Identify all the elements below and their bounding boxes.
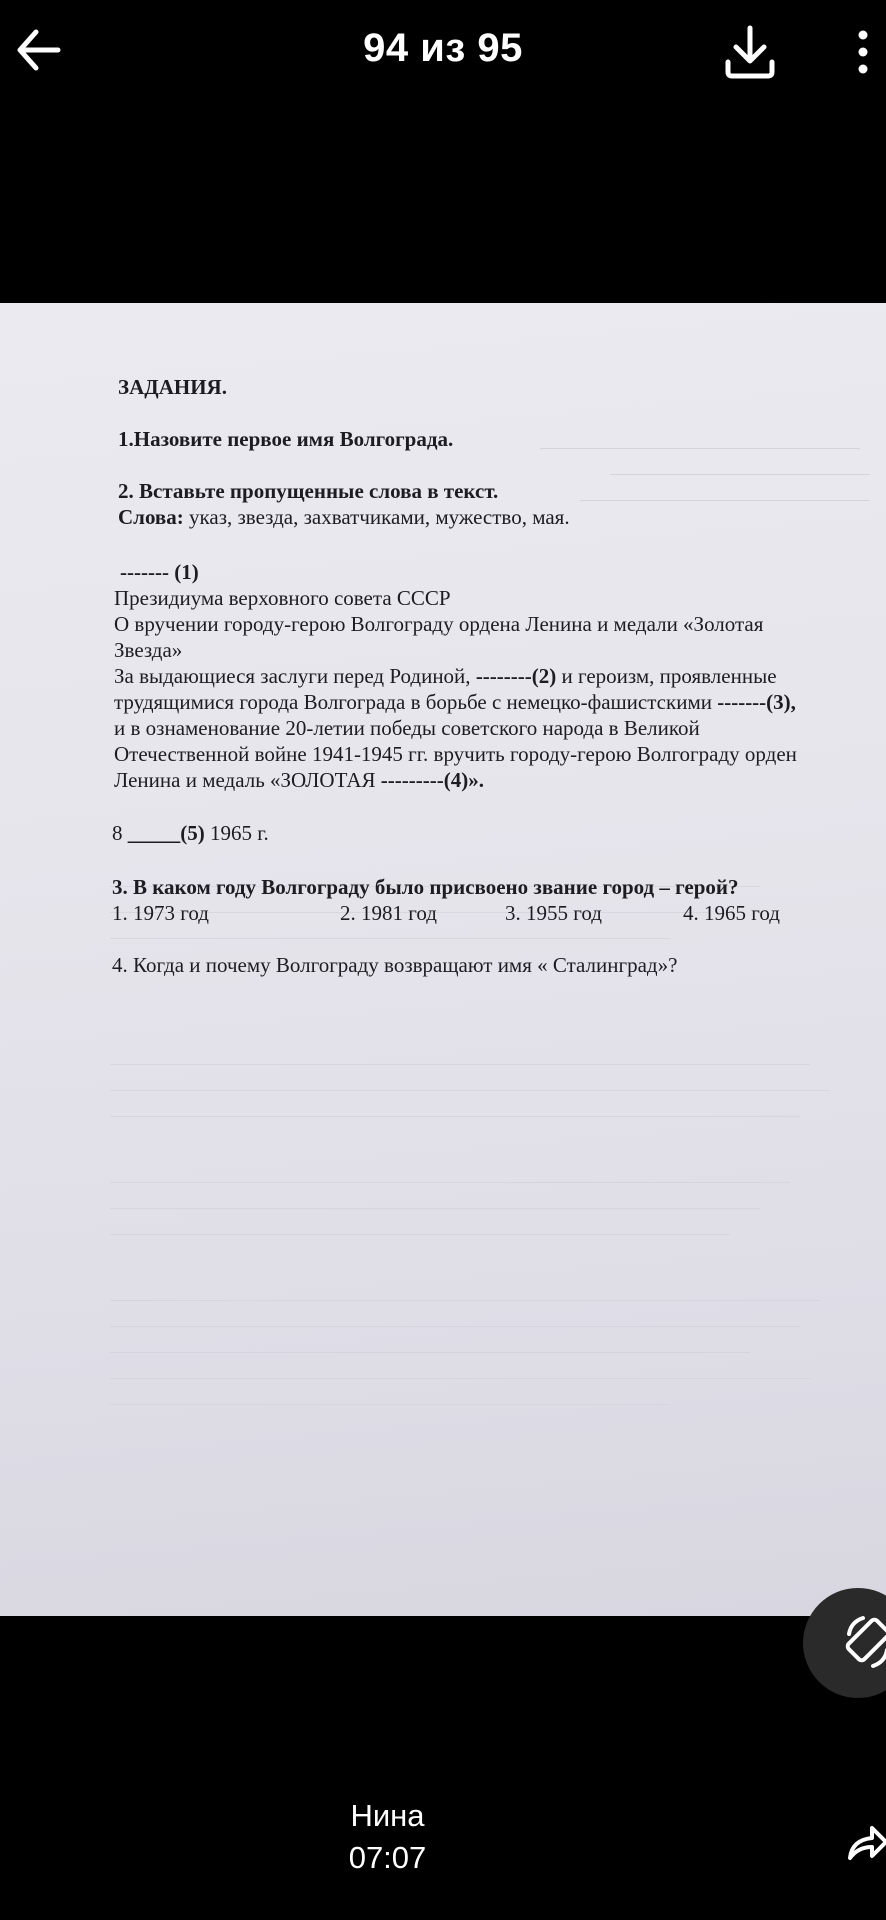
text-line-8	[114, 768, 484, 793]
sender-name: Нина	[350, 1798, 425, 1833]
gap-3: -------(3),	[717, 690, 796, 714]
image-counter: 94 из 95	[363, 26, 523, 70]
gap-4: ---------(4)».	[380, 768, 484, 792]
text-line-4-end: и героизм, проявленные	[556, 664, 777, 688]
download-button[interactable]	[718, 16, 782, 86]
text-line-8-start: Ленина и медаль «ЗОЛОТАЯ	[114, 768, 381, 792]
more-vertical-icon	[848, 20, 878, 84]
download-icon	[718, 16, 782, 86]
question-2-title: 2. Вставьте пропущенные слова в текст.	[118, 479, 499, 503]
doc-heading: ЗАДАНИЯ.	[118, 375, 227, 399]
text-line-2: О вручении городу-герою Волгограду ордена Ленина и медали «Золотая	[114, 612, 764, 636]
text-line-4-start: За выдающиеся заслуги перед Родиной,	[114, 664, 476, 688]
text-line-1: Президиума верховного совета СССР	[114, 586, 451, 610]
question-1: 1.Назовите первое имя Волгограда.	[118, 427, 454, 451]
share-button[interactable]	[846, 1818, 886, 1868]
message-info	[0, 1795, 775, 1879]
text-line-7: Отечественной войне 1941-1945 гг. вручить городу-герою Волгограду орден	[114, 742, 797, 766]
question-4: 4. Когда и почему Волгограду возвращают имя « Сталинград»?	[112, 953, 678, 977]
question-3-option-3: 3. 1955 год	[505, 901, 602, 925]
text-line-4	[114, 664, 777, 689]
gap-2: --------(2)	[475, 664, 557, 688]
gap-5: _____(5)	[127, 821, 205, 845]
date-day: 8	[112, 821, 128, 845]
document-text	[0, 303, 886, 1616]
question-3-option-4: 4. 1965 год	[683, 901, 780, 925]
words-label: Слова:	[118, 505, 184, 529]
question-3-title: 3. В каком году Волгограду было присвоено звание город – герой?	[112, 875, 739, 899]
question-2-words	[118, 505, 570, 530]
share-icon	[846, 1818, 886, 1868]
question-3-option-1: 1. 1973 год	[112, 901, 209, 925]
gap-1: ------- (1)	[120, 560, 199, 584]
date-year: 1965 г.	[204, 821, 269, 845]
text-line-5-start: трудящимися города Волгограда в борьбе с немецко-фашистскими	[114, 690, 718, 714]
text-line-5	[114, 690, 796, 715]
document-photo	[0, 303, 886, 1616]
viewer-top-bar	[0, 0, 886, 110]
message-time: 07:07	[348, 1840, 427, 1875]
more-options-button[interactable]	[848, 20, 878, 84]
date-line	[112, 821, 269, 846]
text-line-6: и в ознаменование 20-летии победы советского народа в Великой	[114, 716, 700, 740]
screen-rotate-icon	[843, 1614, 886, 1672]
question-3-option-2: 2. 1981 год	[340, 901, 437, 925]
words-list: указ, звезда, захватчиками, мужество, мая.	[183, 505, 570, 529]
text-line-3: Звезда»	[114, 638, 183, 662]
